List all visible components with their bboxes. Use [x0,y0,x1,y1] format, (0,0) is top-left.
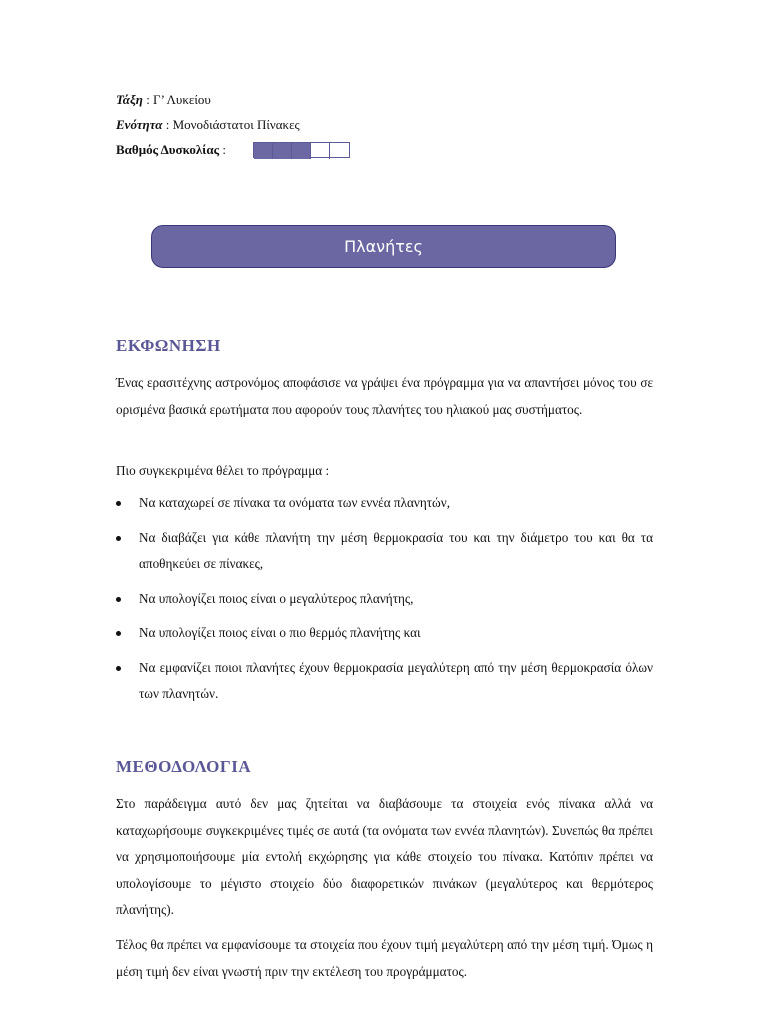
difficulty-box-empty [311,143,330,159]
section-heading-methodology: ΜΕΘΟΔΟΛΟΓΙΑ [116,757,252,776]
unit-label: Ενότητα [116,117,163,132]
list-item-text: Να διαβάζει για κάθε πλανήτη την μέση θερμοκρασία του και την διάμετρο του και θα τα αποθηκεύει σε πίνακες, [139,529,653,571]
statement-lead: Πιο συγκεκριμένα θέλει το πρόγραμμα : [116,463,330,478]
difficulty-box-filled [292,143,311,159]
bullet-icon [116,631,121,636]
difficulty-box-filled [273,143,292,159]
statement-intro: Ένας ερασιτέχνης αστρονόμος αποφάσισε να γράψει ένα πρόγραμμα για να απαντήσει μόνος του σε ορισμένα βασικά ερωτήματα που αφορούν τους πλανήτες του ηλιακού μας συστήματος. [116,375,653,417]
page-title: Πλανήτες [344,237,423,256]
bullet-icon [116,597,121,602]
class-label: Τάξη [116,92,143,107]
list-item-text: Να υπολογίζει ποιος είναι ο πιο θερμός πλανήτης και [139,625,421,640]
list-item-text: Να εμφανίζει ποιοι πλανήτες έχουν θερμοκρασία μεγαλύτερη από την μέση θερμοκρασία όλων των πλανητών. [139,659,653,701]
list-item-text: Να καταχωρεί σε πίνακα τα ονόματα των εννέα πλανητών, [139,495,450,510]
methodology-paragraph-1: Στο παράδειγμα αυτό δεν μας ζητείται να διαβάσουμε τα στοιχεία ενός πίνακα αλλά να καταχωρήσουμε συγκεκριμένες τιμές σε αυτά (τα ονόματα των εννέα πλανητών). Συνεπώς θα πρέπει να χρησιμοποιήσουμε μία εντολή εκχώρησης για κάθε στοιχείο του πίνακα. Κατόπιν πρέπει να υπολογίσουμε το μέγιστο στοιχείο δύο διαφορετικών πινάκων (μεγαλύτερος και θερμότερος πλανήτης). [116,796,653,917]
section-heading-statement: ΕΚΦΩΝΗΣΗ [116,336,221,355]
list-item [116,655,653,708]
class-value: : Γ’ Λυκείου [146,92,211,107]
list-item-text: Να υπολογίζει ποιος είναι ο μεγαλύτερος πλανήτης, [139,590,414,606]
list-item [116,490,653,517]
unit-line [116,117,300,133]
class-line [116,92,211,108]
list-item [116,525,653,578]
difficulty-line [116,142,226,158]
bullet-icon [116,666,121,671]
difficulty-label: Βαθμός Δυσκολίας [116,142,220,157]
requirements-list [116,490,653,708]
unit-value: : Μονοδιάστατοι Πίνακες [165,117,300,132]
list-item [116,620,653,647]
difficulty-rating [253,142,350,158]
title-banner [151,225,616,268]
difficulty-separator: : [222,142,226,157]
difficulty-box-filled [254,143,273,159]
difficulty-box-empty [330,143,349,159]
list-item [116,586,653,613]
bullet-icon [116,536,121,541]
bullet-icon [116,501,121,506]
methodology-paragraph-2: Τέλος θα πρέπει να εμφανίσουμε τα στοιχεία που έχουν τιμή μεγαλύτερη από την μέση τιμή. Όμως η μέση τιμή δεν είναι γνωστή πριν την εκτέλεση του προγράμματος. [116,937,653,979]
